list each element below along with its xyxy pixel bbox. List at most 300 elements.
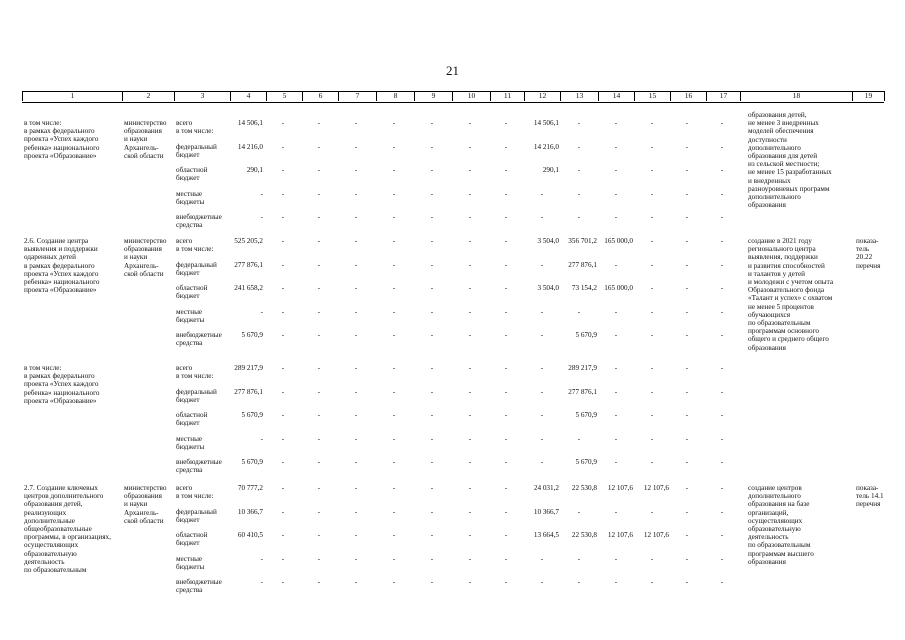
block2-row-1-col11: - — [504, 260, 508, 269]
block3-row-3-col4: - — [260, 434, 263, 443]
page-number: 21 — [446, 63, 459, 78]
block4-row-2-col6: - — [317, 531, 321, 539]
block4-row-1-col6: - — [317, 507, 321, 516]
block1-row-2-col12: 290,1 — [542, 166, 559, 174]
block2-row-1-col15: - — [650, 260, 654, 269]
block1-row-1-col11: - — [504, 142, 508, 151]
block1-row-3-col15: - — [650, 189, 654, 198]
block4-row-1-col9: - — [430, 507, 434, 516]
block1-row-1-col5: - — [281, 142, 285, 151]
block2-row-2-col12: 3 504,0 — [537, 284, 559, 292]
block3-row-4-col7: - — [354, 458, 358, 466]
block1-row-2-col8: - — [392, 166, 396, 174]
block1-row-0-col17: - — [720, 119, 724, 127]
block1-row-0-col16: - — [685, 119, 689, 127]
block1-row-0-col5: - — [281, 119, 285, 127]
block2-row-4-col17: - — [720, 331, 724, 339]
block4-row-2-col7: - — [354, 531, 358, 539]
block1-row-1-col14: - — [614, 142, 618, 151]
block4-row-1-col11: - — [504, 507, 508, 516]
block4-name: 2.7. Создание ключевых центров дополнительного образования детей, реализующих дополнительные общеобразовательные программы, в организациях, осуществляющих образовательную деятельность по образовательным — [24, 484, 111, 575]
block3-row-1-col17: - — [720, 387, 724, 396]
block1-row-2-col11: - — [504, 166, 508, 174]
block2-row-4-col13: 5 670,9 — [575, 331, 597, 339]
block1-row-1-col9: - — [430, 142, 434, 151]
block4-row-3-col9: - — [430, 554, 434, 563]
block1-row-4-col6: - — [317, 213, 321, 221]
block4-result: создание центров дополнительного образования на базе организаций, осуществляющих образовательную деятельность по образовательным программам высшего образования — [748, 484, 814, 566]
block1-row-0-col15: - — [650, 119, 654, 127]
block2-row-1-col6: - — [317, 260, 321, 269]
block2-row-3-label: местные бюджеты — [176, 307, 205, 324]
block2-row-3-col17: - — [720, 307, 724, 316]
block1-row-3-col6: - — [317, 189, 321, 198]
block4-row-4-col12: - — [540, 578, 544, 586]
block3-row-4-col15: - — [650, 458, 654, 466]
block3-row-1-col15: - — [650, 387, 654, 396]
header-col-11: 11 — [490, 91, 524, 101]
block1-row-1-col6: - — [317, 142, 321, 151]
block1-row-2-col5: - — [281, 166, 285, 174]
block4-row-4-col16: - — [685, 578, 689, 586]
block1-row-4-col15: - — [650, 213, 654, 221]
block2-row-1-col10: - — [468, 260, 472, 269]
block2-row-0-col9: - — [430, 237, 434, 245]
block3-row-3-col15: - — [650, 434, 654, 443]
block3-row-3-col17: - — [720, 434, 724, 443]
block4-row-4-col5: - — [281, 578, 285, 586]
block3-row-1-col4: 277 876,1 — [234, 387, 263, 396]
block1-row-0-col8: - — [392, 119, 396, 127]
block4-row-3-col7: - — [354, 554, 358, 563]
block1-row-0-col14: - — [614, 119, 618, 127]
header-col-16: 16 — [670, 91, 706, 101]
block3-row-3-label: местные бюджеты — [176, 434, 205, 451]
block3-row-2-col12: - — [540, 411, 544, 419]
block4-row-0-col11: - — [504, 484, 508, 492]
block4-row-2-col15: 12 107,6 — [643, 531, 669, 539]
block2-result: создание в 2021 году регионального центра выявления, поддержки и развития способностей и талантов у детей и молодежи с учетом опыта Образовательного фонда «Талант и успех» с охватом не менее 5 процентов обучающихся по образовательным программам основного общего и среднего общего образования — [748, 237, 834, 352]
block2-row-3-col10: - — [468, 307, 472, 316]
block1-row-1-col13: - — [577, 142, 581, 151]
block4-row-0-col14: 12 107,6 — [607, 484, 633, 492]
block3-row-0-col6: - — [317, 364, 321, 372]
block1-row-2-col15: - — [650, 166, 654, 174]
block2-row-0-col16: - — [685, 237, 689, 245]
block4-row-4-label: внебюджетные средства — [176, 578, 222, 595]
block1-row-4-col13: - — [577, 213, 581, 221]
block2-row-0-col11: - — [504, 237, 508, 245]
block3-row-4-col6: - — [317, 458, 321, 466]
block4-row-2-col13: 22 530,8 — [571, 531, 597, 539]
block4-row-4-col9: - — [430, 578, 434, 586]
block1-name: в том числе: в рамках федерального проекта «Успех каждого ребенка» национального проекта «Образование» — [24, 119, 100, 160]
block2-row-0-col5: - — [281, 237, 285, 245]
block3-row-1-col12: - — [540, 387, 544, 396]
block3-row-2-col5: - — [281, 411, 285, 419]
block1-row-3-col16: - — [685, 189, 689, 198]
block4-row-0-label: всего в том числе: — [176, 484, 214, 501]
block2-row-1-col14: - — [614, 260, 618, 269]
block1-row-4-col16: - — [685, 213, 689, 221]
block3-row-0-col12: - — [540, 364, 544, 372]
block4-row-0-col13: 22 530,8 — [571, 484, 597, 492]
block1-row-1-col17: - — [720, 142, 724, 151]
block3-row-4-col14: - — [614, 458, 618, 466]
block3-row-1-col16: - — [685, 387, 689, 396]
block1-row-4-col5: - — [281, 213, 285, 221]
block3-row-4-col5: - — [281, 458, 285, 466]
block1-row-2-col13: - — [577, 166, 581, 174]
block2-row-2-col17: - — [720, 284, 724, 292]
header-col-1: 1 — [22, 91, 122, 101]
block1-row-0-col6: - — [317, 119, 321, 127]
block1-row-0-col4: 14 506,1 — [237, 119, 263, 127]
block3-row-1-col13: 277 876,1 — [568, 387, 597, 396]
block1-row-2-label: областной бюджет — [176, 166, 208, 183]
block3-row-4-col12: - — [540, 458, 544, 466]
block1-row-0-col11: - — [504, 119, 508, 127]
block3-row-0-col10: - — [468, 364, 472, 372]
block2-row-3-col9: - — [430, 307, 434, 316]
block1-row-4-col10: - — [468, 213, 472, 221]
block4-row-2-col16: - — [685, 531, 689, 539]
block3-row-3-col12: - — [540, 434, 544, 443]
block4-row-1-col16: - — [685, 507, 689, 516]
block1-row-4-col8: - — [392, 213, 396, 221]
block2-row-1-label: федеральный бюджет — [176, 260, 217, 277]
block4-row-1-col8: - — [392, 507, 396, 516]
block3-row-4-col4: 5 670,9 — [241, 458, 263, 466]
block3-row-2-col4: 5 670,9 — [241, 411, 263, 419]
block2-row-3-col8: - — [392, 307, 396, 316]
block2-row-0-label: всего в том числе: — [176, 237, 214, 254]
block1-row-3-col10: - — [468, 189, 472, 198]
block2-row-2-col8: - — [392, 284, 396, 292]
block3-row-2-col14: - — [614, 411, 618, 419]
header-col-13: 13 — [560, 91, 598, 101]
header-col-2: 2 — [122, 91, 174, 101]
block2-row-4-col10: - — [468, 331, 472, 339]
block2-row-3-col14: - — [614, 307, 618, 316]
block3-row-4-col8: - — [392, 458, 396, 466]
block2-row-4-col6: - — [317, 331, 321, 339]
block4-row-2-col8: - — [392, 531, 396, 539]
block2-row-0-col17: - — [720, 237, 724, 245]
block3-row-2-col17: - — [720, 411, 724, 419]
block4-row-2-col5: - — [281, 531, 285, 539]
block1-row-4-col12: - — [540, 213, 544, 221]
header-col-15: 15 — [634, 91, 670, 101]
block1-row-2-col7: - — [354, 166, 358, 174]
block3-row-3-col7: - — [354, 434, 358, 443]
block1-row-0-col13: - — [577, 119, 581, 127]
header-col-14: 14 — [598, 91, 634, 101]
block3-row-0-col9: - — [430, 364, 434, 372]
block4-row-0-col10: - — [468, 484, 472, 492]
header-col-4: 4 — [230, 91, 266, 101]
block2-row-3-col12: - — [540, 307, 544, 316]
block4-row-1-col5: - — [281, 507, 285, 516]
block3-row-0-col14: - — [614, 364, 618, 372]
block2-row-0-col4: 525 205,2 — [234, 237, 263, 245]
block1-row-3-col13: - — [577, 189, 581, 198]
block2-row-4-col4: 5 670,9 — [241, 331, 263, 339]
block2-row-2-col10: - — [468, 284, 472, 292]
block3-row-2-col7: - — [354, 411, 358, 419]
block4-row-3-label: местные бюджеты — [176, 554, 205, 571]
block2-row-0-col7: - — [354, 237, 358, 245]
block3-row-2-col10: - — [468, 411, 472, 419]
block1-row-1-col7: - — [354, 142, 358, 151]
block2-row-4-col5: - — [281, 331, 285, 339]
block3-row-0-col13: 289 217,9 — [568, 364, 597, 372]
block2-row-2-col11: - — [504, 284, 508, 292]
block4-row-0-col12: 24 031,2 — [533, 484, 559, 492]
header-col-12: 12 — [524, 91, 560, 101]
block4-row-1-col13: - — [577, 507, 581, 516]
block3-row-1-col9: - — [430, 387, 434, 396]
block2-row-1-col4: 277 876,1 — [234, 260, 263, 269]
block1-row-0-label: всего в том числе: — [176, 119, 214, 136]
block3-row-0-col15: - — [650, 364, 654, 372]
block3-row-3-col8: - — [392, 434, 396, 443]
block3-row-4-col10: - — [468, 458, 472, 466]
header-col-19: 19 — [852, 91, 885, 101]
block4-row-2-label: областной бюджет — [176, 531, 208, 548]
block2-row-2-col13: 73 154,2 — [571, 284, 597, 292]
block1-row-4-col9: - — [430, 213, 434, 221]
block2-executor: министерство образования и науки Архангель- ской области — [124, 237, 167, 278]
block4-executor: министерство образования и науки Архангель- ской области — [124, 484, 167, 525]
block1-row-4-col4: - — [260, 213, 263, 221]
block1-row-3-col14: - — [614, 189, 618, 198]
block1-row-1-col4: 14 216,0 — [237, 142, 263, 151]
block3-row-0-col5: - — [281, 364, 285, 372]
block4-row-4-col13: - — [577, 578, 581, 586]
block4-row-0-col16: - — [685, 484, 689, 492]
block3-row-0-col8: - — [392, 364, 396, 372]
block4-row-1-col10: - — [468, 507, 472, 516]
block2-row-2-col6: - — [317, 284, 321, 292]
block3-row-4-label: внебюджетные средства — [176, 458, 222, 475]
block3-row-4-col16: - — [685, 458, 689, 466]
block4-row-2-col9: - — [430, 531, 434, 539]
block3-row-4-col11: - — [504, 458, 508, 466]
block3-row-1-col10: - — [468, 387, 472, 396]
block3-row-2-col8: - — [392, 411, 396, 419]
block2-row-0-col14: 165 000,0 — [604, 237, 633, 245]
block2-row-3-col7: - — [354, 307, 358, 316]
block4-indicator: показа- тель 14.1 перечня — [856, 484, 884, 509]
block3-row-0-col17: - — [720, 364, 724, 372]
block3-row-1-col6: - — [317, 387, 321, 396]
block4-row-4-col17: - — [720, 578, 724, 586]
header-col-7: 7 — [338, 91, 376, 101]
table-header-row — [22, 91, 884, 103]
block2-row-4-col9: - — [430, 331, 434, 339]
block1-row-1-col10: - — [468, 142, 472, 151]
block4-row-2-col10: - — [468, 531, 472, 539]
block1-row-1-col8: - — [392, 142, 396, 151]
block1-row-3-col11: - — [504, 189, 508, 198]
block1-row-2-col4: 290,1 — [246, 166, 263, 174]
block3-row-1-col5: - — [281, 387, 285, 396]
block2-row-4-col8: - — [392, 331, 396, 339]
block2-row-3-col5: - — [281, 307, 285, 316]
block4-row-3-col8: - — [392, 554, 396, 563]
block2-row-4-col7: - — [354, 331, 358, 339]
block4-row-2-col11: - — [504, 531, 508, 539]
block1-row-3-col5: - — [281, 189, 285, 198]
block4-row-3-col10: - — [468, 554, 472, 563]
block2-row-3-col16: - — [685, 307, 689, 316]
header-col-5: 5 — [266, 91, 302, 101]
block2-row-0-col15: - — [650, 237, 654, 245]
block1-row-3-label: местные бюджеты — [176, 189, 205, 206]
block4-row-0-col6: - — [317, 484, 321, 492]
block3-row-4-col13: 5 670,9 — [575, 458, 597, 466]
block4-row-1-col17: - — [720, 507, 724, 516]
block1-row-3-col4: - — [260, 189, 263, 198]
block1-row-3-col8: - — [392, 189, 396, 198]
block3-row-1-col7: - — [354, 387, 358, 396]
block2-row-1-col13: 277 876,1 — [568, 260, 597, 269]
block2-row-0-col6: - — [317, 237, 321, 245]
block1-row-2-col17: - — [720, 166, 724, 174]
block3-row-0-label: всего в том числе: — [176, 364, 214, 381]
block4-row-2-col12: 13 664,5 — [533, 531, 559, 539]
block1-row-0-col10: - — [468, 119, 472, 127]
block1-row-3-col17: - — [720, 189, 724, 198]
block2-row-3-col13: - — [577, 307, 581, 316]
block2-row-2-col14: 165 000,0 — [604, 284, 633, 292]
block3-name: в том числе: в рамках федерального проекта «Успех каждого ребенка» национального проекта «Образование» — [24, 364, 100, 405]
block3-row-3-col9: - — [430, 434, 434, 443]
block1-row-2-col9: - — [430, 166, 434, 174]
block4-row-3-col6: - — [317, 554, 321, 563]
header-col-9: 9 — [414, 91, 452, 101]
block4-row-3-col12: - — [540, 554, 544, 563]
block4-row-0-col17: - — [720, 484, 724, 492]
block3-row-2-col16: - — [685, 411, 689, 419]
block3-row-3-col10: - — [468, 434, 472, 443]
block1-row-4-col11: - — [504, 213, 508, 221]
block3-row-1-col14: - — [614, 387, 618, 396]
block2-row-3-col11: - — [504, 307, 508, 316]
block2-row-2-col7: - — [354, 284, 358, 292]
block2-row-2-col16: - — [685, 284, 689, 292]
block1-row-0-col12: 14 506,1 — [533, 119, 559, 127]
header-col-10: 10 — [452, 91, 490, 101]
block1-row-1-col16: - — [685, 142, 689, 151]
block4-row-1-col7: - — [354, 507, 358, 516]
block4-row-0-col9: - — [430, 484, 434, 492]
block2-row-1-col17: - — [720, 260, 724, 269]
block2-row-1-col5: - — [281, 260, 285, 269]
block1-row-1-label: федеральный бюджет — [176, 142, 217, 159]
block2-row-1-col8: - — [392, 260, 396, 269]
block2-row-1-col12: - — [540, 260, 544, 269]
block4-row-4-col8: - — [392, 578, 396, 586]
block2-row-0-col10: - — [468, 237, 472, 245]
block3-row-3-col5: - — [281, 434, 285, 443]
block4-row-3-col13: - — [577, 554, 581, 563]
block4-row-1-col15: - — [650, 507, 654, 516]
block4-row-2-col14: 12 107,6 — [607, 531, 633, 539]
block1-row-3-col12: - — [540, 189, 544, 198]
block3-row-1-label: федеральный бюджет — [176, 387, 217, 404]
block3-row-3-col16: - — [685, 434, 689, 443]
block3-row-0-col16: - — [685, 364, 689, 372]
block1-result: образования детей, не менее 3 внедренных моделей обеспечения доступности дополнительного образования для детей из сельской местности; не менее 15 разработанных и внедренных разноуровневых программ дополнительного образования — [748, 111, 832, 210]
block4-row-1-col14: - — [614, 507, 618, 516]
block1-row-4-col7: - — [354, 213, 358, 221]
header-col-6: 6 — [302, 91, 338, 101]
block2-indicator: показа- тель 20.22 перечня — [856, 237, 881, 270]
block3-row-3-col14: - — [614, 434, 618, 443]
block3-row-2-col6: - — [317, 411, 321, 419]
block2-row-2-col15: - — [650, 284, 654, 292]
block3-row-2-col11: - — [504, 411, 508, 419]
header-col-8: 8 — [376, 91, 414, 101]
block3-row-3-col13: - — [577, 434, 581, 443]
block3-row-0-col7: - — [354, 364, 358, 372]
block4-row-3-col4: - — [260, 554, 263, 563]
block1-row-2-col16: - — [685, 166, 689, 174]
block2-row-4-col12: - — [540, 331, 544, 339]
block1-row-4-col14: - — [614, 213, 618, 221]
header-col-18: 18 — [740, 91, 852, 101]
block4-row-0-col4: 70 777,2 — [237, 484, 263, 492]
block2-name: 2.6. Создание центра выявления и поддержки одаренных детей в рамках федерального проекта «Успех каждого ребенка» национального проекта «Образование» — [24, 237, 100, 295]
block1-row-2-col6: - — [317, 166, 321, 174]
block2-row-2-label: областной бюджет — [176, 284, 208, 301]
block4-row-4-col7: - — [354, 578, 358, 586]
block2-row-1-col16: - — [685, 260, 689, 269]
block3-row-1-col11: - — [504, 387, 508, 396]
block4-row-0-col7: - — [354, 484, 358, 492]
block2-row-3-col4: - — [260, 307, 263, 316]
block3-row-0-col11: - — [504, 364, 508, 372]
block4-row-4-col11: - — [504, 578, 508, 586]
block3-row-3-col11: - — [504, 434, 508, 443]
block2-row-4-col11: - — [504, 331, 508, 339]
block1-row-1-col15: - — [650, 142, 654, 151]
block1-row-3-col9: - — [430, 189, 434, 198]
header-col-17: 17 — [706, 91, 740, 101]
block3-row-0-col4: 289 217,9 — [234, 364, 263, 372]
block3-row-3-col6: - — [317, 434, 321, 443]
block1-row-2-col10: - — [468, 166, 472, 174]
block3-row-2-label: областной бюджет — [176, 411, 208, 428]
block2-row-2-col5: - — [281, 284, 285, 292]
block4-row-4-col15: - — [650, 578, 654, 586]
header-col-3: 3 — [174, 91, 230, 101]
block2-row-4-col15: - — [650, 331, 654, 339]
block4-row-4-col6: - — [317, 578, 321, 586]
block4-row-0-col15: 12 107,6 — [643, 484, 669, 492]
block2-row-1-col9: - — [430, 260, 434, 269]
block2-row-4-col14: - — [614, 331, 618, 339]
block1-row-4-col17: - — [720, 213, 724, 221]
block2-row-0-col8: - — [392, 237, 396, 245]
block4-row-3-col16: - — [685, 554, 689, 563]
block2-row-4-label: внебюджетные средства — [176, 331, 222, 348]
block4-row-1-col12: 10 366,7 — [533, 507, 559, 516]
block4-row-3-col5: - — [281, 554, 285, 563]
block1-row-1-col12: 14 216,0 — [533, 142, 559, 151]
